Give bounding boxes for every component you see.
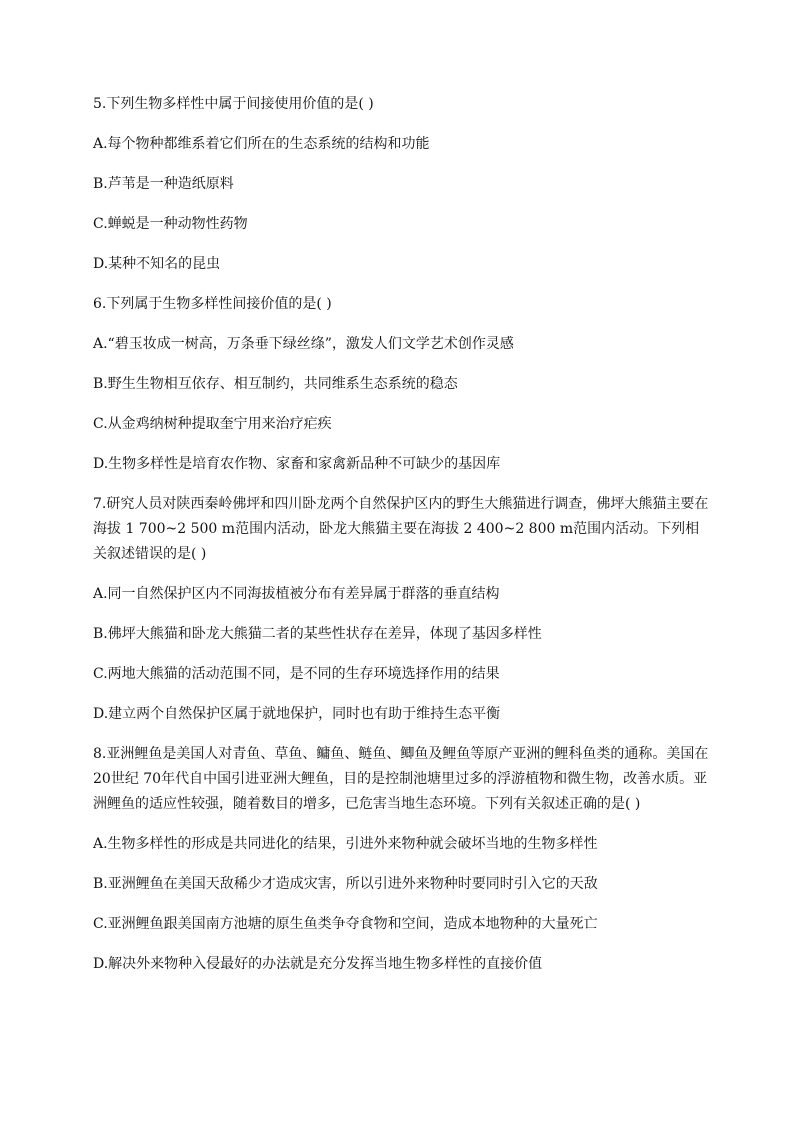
option-b: B.野生生物相互依存、相互制约，共同维系生态系统的稳态 <box>93 376 458 392</box>
option-a: A.同一自然保护区内不同海拔植被分布有差异属于群落的垂直结构 <box>93 586 500 602</box>
question-stem: 7.研究人员对陕西秦岭佛坪和四川卧龙两个自然保护区内的野生大熊猫进行调查，佛坪大熊猫主要在海拔 1 700~2 500 m范围内活动，卧龙大熊猫主要在海拔 2 400~2 800 m范围内活动。下列相关叙述错误的是( ) <box>93 496 709 562</box>
option-a: A.“碧玉妆成一树高，万条垂下绿丝绦”，激发人们文学艺术创作灵感 <box>93 336 514 352</box>
option-b: B.芦苇是一种造纸原料 <box>93 176 234 192</box>
option-d: D.解决外来物种入侵最好的办法就是充分发挥当地生物多样性的直接价值 <box>93 956 543 972</box>
question-stem: 8.亚洲鲤鱼是美国人对青鱼、草鱼、鳙鱼、鲢鱼、鲫鱼及鲤鱼等原产亚洲的鲤科鱼类的通称。美国在 20世纪 70年代自中国引进亚洲大鲤鱼，目的是控制池塘里过多的浮游植物和微生物，改善水质。亚洲鲤鱼的适应性较强，随着数目的增多，已危害当地生态环境。下列有关叙述正确的是( ) <box>93 746 709 812</box>
document-page <box>93 92 713 992</box>
question-stem: 5.下列生物多样性中属于间接使用价值的是( ) <box>93 96 374 112</box>
option-d: D.生物多样性是培育农作物、家畜和家禽新品种不可缺少的基因库 <box>93 456 501 472</box>
option-a: A.生物多样性的形成是共同进化的结果，引进外来物种就会破坏当地的生物多样性 <box>93 836 598 852</box>
option-c: C.从金鸡纳树种提取奎宁用来治疗疟疾 <box>93 416 332 432</box>
option-c: C.两地大熊猫的活动范围不同，是不同的生存环境选择作用的结果 <box>93 666 500 682</box>
question-stem: 6.下列属于生物多样性间接价值的是( ) <box>93 296 332 312</box>
option-d: D.建立两个自然保护区属于就地保护，同时也有助于维持生态平衡 <box>93 706 501 722</box>
option-b: B.亚洲鲤鱼在美国天敌稀少才造成灾害，所以引进外来物种时要同时引入它的天敌 <box>93 876 598 892</box>
option-b: B.佛坪大熊猫和卧龙大熊猫二者的某些性状存在差异，体现了基因多样性 <box>93 626 542 642</box>
option-c: C.蝉蜕是一种动物性药物 <box>93 216 248 232</box>
option-c: C.亚洲鲤鱼跟美国南方池塘的原生鱼类争夺食物和空间，造成本地物种的大量死亡 <box>93 916 598 932</box>
question-6 <box>93 292 713 477</box>
option-a: A.每个物种都维系着它们所在的生态系统的结构和功能 <box>93 136 430 152</box>
question-7 <box>93 492 713 727</box>
option-d: D.某种不知名的昆虫 <box>93 256 221 272</box>
question-8 <box>93 742 713 977</box>
question-5 <box>93 92 713 277</box>
